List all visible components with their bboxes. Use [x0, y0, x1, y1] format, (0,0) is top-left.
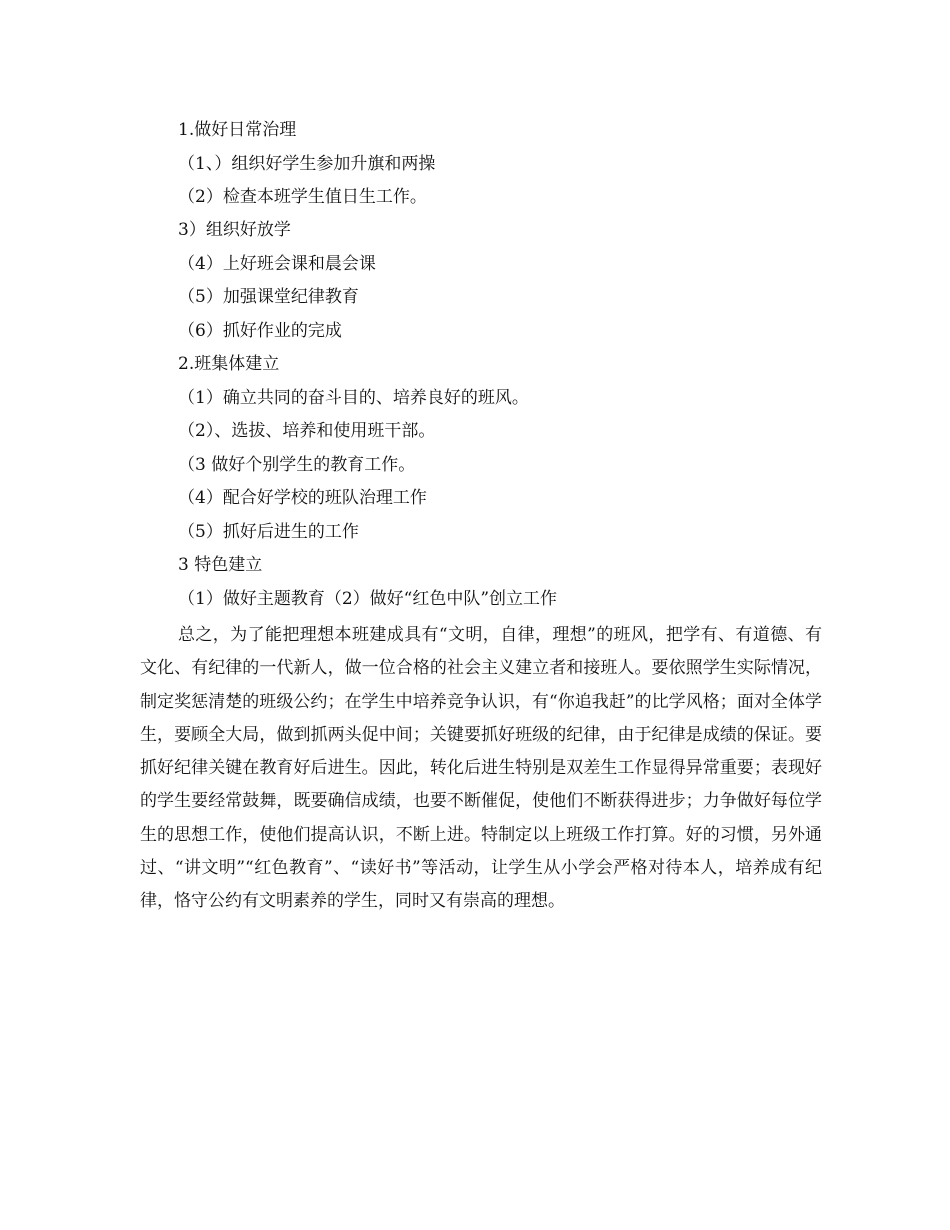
list-item: （2）检查本班学生值日生工作。	[178, 187, 427, 207]
list-item: （1、）组织好学生参加升旗和两操	[178, 154, 436, 174]
list-item: （5）加强课堂纪律教育	[178, 287, 359, 307]
list-item: （1）确立共同的奋斗目的、培养良好的班风。	[178, 388, 529, 408]
list-item: （3 做好个别学生的教育工作。	[178, 455, 416, 475]
list-item: （6）抓好作业的完成	[178, 321, 342, 341]
section-heading-class-building: 2.班集体建立	[178, 354, 280, 374]
list-item: （4）配合好学校的班队治理工作	[178, 488, 427, 508]
list-item: （4）上好班会课和晨会课	[178, 254, 376, 274]
list-item: 3）组织好放学	[178, 220, 291, 240]
conclusion-paragraph: 总之，为了能把理想本班建成具有“文明，自律，理想”的班风，把学有、有道德、有文化、有纪律的一代新人，做一位合格的社会主义建立者和接班人。要依照学生实际情况，制定奖惩清楚的班级公约；在学生中培养竞争认识，有“你追我赶”的比学风格；面对全体学生，要顾全大局，做到抓两头促中间；关键要抓好班级的纪律，由于纪律是成绩的保证。要抓好纪律关键在教育好后进生。因此，转化后进生特别是双差生工作显得异常重要；表现好的学生要经常鼓舞，既要确信成绩，也要不断催促，使他们不断获得进步；力争做好每位学生的思想工作，使他们提高认识，不断上进。特制定以上班级工作打算。好的习惯，另外通过、“讲文明”“红色教育”、“读好书”等活动，让学生从小学会严格对待本人，培养成有纪律，恪守公约有文明素养的学生，同时又有崇高的理想。	[140, 625, 822, 912]
list-item: （1）做好主题教育（2）做好“红色中队”创立工作	[178, 589, 558, 609]
list-item: （5）抓好后进生的工作	[178, 522, 359, 542]
section-heading-daily-management: 1.做好日常治理	[178, 120, 297, 140]
section-heading-features: 3 特色建立	[178, 555, 263, 575]
list-item: （2）、选拔、培养和使用班干部。	[178, 421, 436, 441]
